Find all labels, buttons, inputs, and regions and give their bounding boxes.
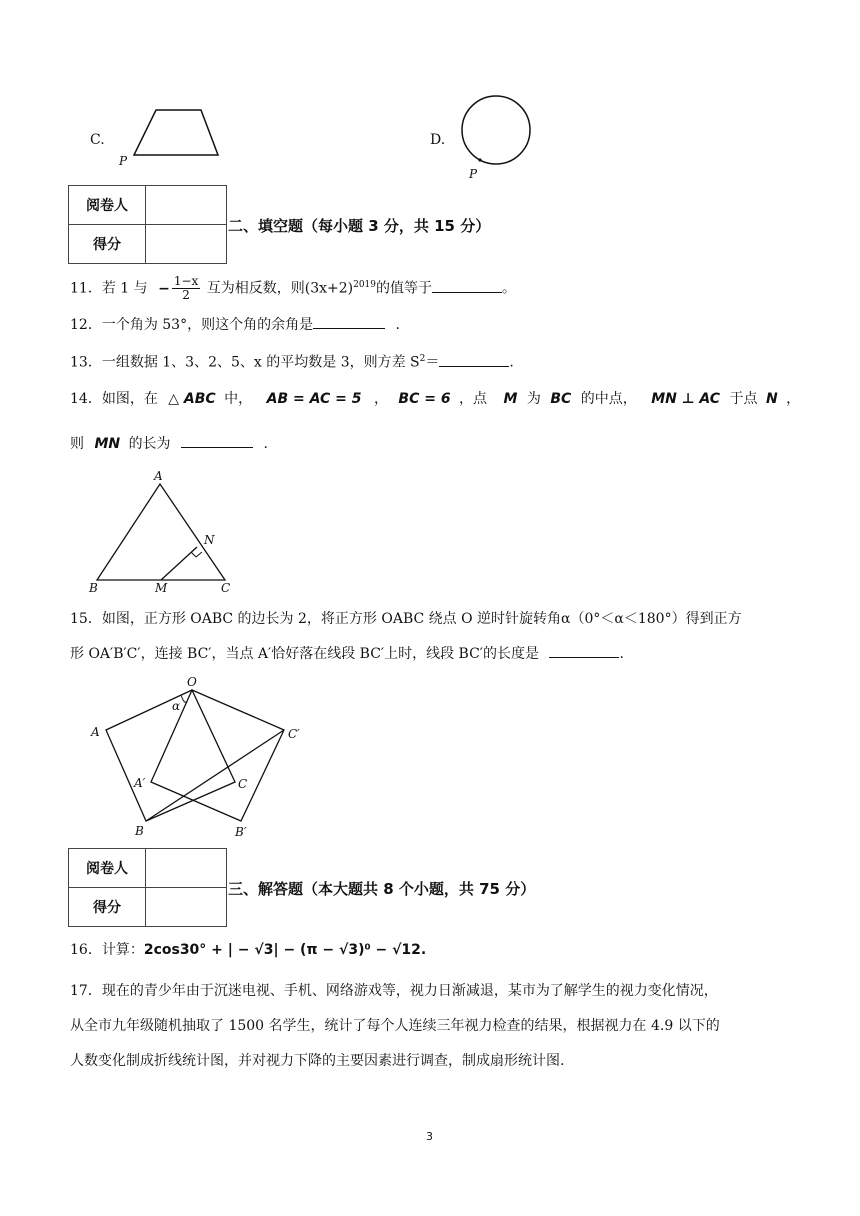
fig15-label-b: B <box>135 824 144 838</box>
q13-sup: 2 <box>419 354 426 364</box>
score-table-2 <box>68 848 227 927</box>
q11-frac-den: 2 <box>182 288 190 303</box>
q11-exponent: 2019 <box>353 280 377 290</box>
fig15-label-alpha: α <box>172 699 181 713</box>
q14-text-d: 为 <box>526 391 541 407</box>
trapezoid-p-label: P <box>119 154 128 168</box>
q11-answer-blank[interactable] <box>432 278 502 293</box>
q14-segment-bc: BC <box>550 391 572 407</box>
q14-point-n: N <box>765 391 778 407</box>
question-12 <box>70 314 400 335</box>
section-2-title: 二、填空题（每小题 3 分，共 15 分） <box>228 217 491 235</box>
q14-triangle: △ ABC <box>168 391 216 407</box>
page-number: 3 <box>426 1130 433 1143</box>
fig15-label-c-prime: C′ <box>288 727 300 741</box>
fig14-label-n: N <box>204 533 215 547</box>
q14-line2-a: 则 <box>70 436 84 452</box>
q12-answer-blank[interactable] <box>313 314 385 329</box>
q14-line2-mn: MN <box>94 436 121 452</box>
q13-text-a: 13．一组数据 1、3、2、5、x 的平均数是 3，则方差 S <box>70 354 420 371</box>
q14-answer-blank[interactable] <box>181 433 253 448</box>
reviewer-label: 阅卷人 <box>69 186 146 225</box>
q14-line2-b: 的长为 <box>128 436 171 452</box>
q16-text-a: 16．计算： <box>70 942 144 958</box>
q14-equation-1: AB = AC = 5 <box>266 391 362 407</box>
q11-text-d: 。 <box>502 280 517 297</box>
score-cell-2 <box>146 888 227 927</box>
circle-p-label: P <box>469 167 478 181</box>
fig15-label-a: A <box>91 725 100 739</box>
q15-line2-a: 形 OA′B′C′，连接 BC′，当点 A′恰好落在线段 BC′上时，线段 BC′的长度是 <box>70 646 539 662</box>
q14-text-g: ， <box>786 391 801 407</box>
q11-fraction <box>172 275 200 302</box>
question-17-line2: 从全市九年级随机抽取了 1500 名学生，统计了每个人连续三年视力检查的结果，根据视力在 4.9 以下的 <box>70 1018 720 1034</box>
score-label-2: 得分 <box>69 888 146 927</box>
question-14-line1 <box>70 389 800 409</box>
q14-text-e: 的中点， <box>580 391 637 407</box>
score-cell <box>146 225 227 264</box>
fig15-label-b-prime: B′ <box>235 825 247 839</box>
question-16 <box>70 940 426 960</box>
q14-comma: ， <box>373 391 388 407</box>
circle-figure <box>455 92 545 187</box>
q13-answer-blank[interactable] <box>439 352 509 367</box>
question-11: 11．若 1 与 − $\frac{1-x}{2}$ 互为相反数，则$(3x+2)^{2019}$的值等于 。 <box>70 274 517 303</box>
q14-text-b: 中， <box>224 391 253 407</box>
section-3-title: 三、解答题（本大题共 8 个小题，共 75 分） <box>228 880 536 898</box>
question-15-line2 <box>70 643 624 664</box>
option-d-label: D. <box>430 132 446 148</box>
q11-text-c: 的值等于 <box>376 280 433 297</box>
q14-point-m: M <box>503 391 518 407</box>
q15-answer-blank[interactable] <box>549 643 619 658</box>
fig14-label-a: A <box>154 469 163 483</box>
q12-text-a: 12．一个角为 53°，则这个角的余角是 <box>70 317 314 333</box>
fig14-label-c: C <box>221 581 231 595</box>
fig15-label-c: C <box>238 777 248 791</box>
q13-text-b: ＝ <box>425 354 440 371</box>
q13-text-c: . <box>509 354 514 371</box>
q14-text-a: 14．如图，在 <box>70 391 158 407</box>
fig15-label-a-prime: A′ <box>134 776 146 790</box>
figure-14-triangle <box>85 468 245 600</box>
trapezoid-figure <box>110 105 230 170</box>
question-13 <box>70 349 514 373</box>
option-c-label: C. <box>90 132 105 148</box>
q11-text-b: 互为相反数，则(3x+2) <box>206 280 354 297</box>
q16-expression: 2cos30° + | − √3| − (π − √3)⁰ − √12. <box>143 942 427 958</box>
q14-equation-2: BC = 6 <box>398 391 451 407</box>
q14-text-f: 于点 <box>729 391 758 407</box>
q14-line2-c: . <box>263 436 268 452</box>
q15-line2-b: . <box>619 646 624 662</box>
reviewer-cell-2 <box>146 849 227 888</box>
q14-perpendicular: MN ⊥ AC <box>651 391 721 407</box>
fig15-label-o: O <box>187 675 197 689</box>
question-14-line2 <box>70 433 268 454</box>
fig14-label-b: B <box>89 581 98 595</box>
figure-15-squares <box>85 672 315 847</box>
score-label: 得分 <box>69 225 146 264</box>
q14-text-c: ，点 <box>459 391 488 407</box>
fig14-label-m: M <box>155 581 168 595</box>
question-17-line3: 人数变化制成折线统计图，并对视力下降的主要因素进行调查，制成扇形统计图. <box>70 1053 565 1069</box>
reviewer-cell <box>146 186 227 225</box>
q11-text-a: 11．若 1 与 <box>70 280 148 297</box>
question-17-line1: 17．现在的青少年由于沉迷电视、手机、网络游戏等，视力日渐减退，某市为了解学生的视力变化情况， <box>70 983 718 999</box>
score-table-1 <box>68 185 227 264</box>
q12-text-b: . <box>395 317 400 333</box>
reviewer-label-2: 阅卷人 <box>69 849 146 888</box>
question-15-line1: 15．如图，正方形 OABC 的边长为 2，将正方形 OABC 绕点 O 逆时针旋转角α（0°＜α＜180°）得到正方 <box>70 611 742 627</box>
q11-frac-num: 1−x <box>173 274 199 289</box>
